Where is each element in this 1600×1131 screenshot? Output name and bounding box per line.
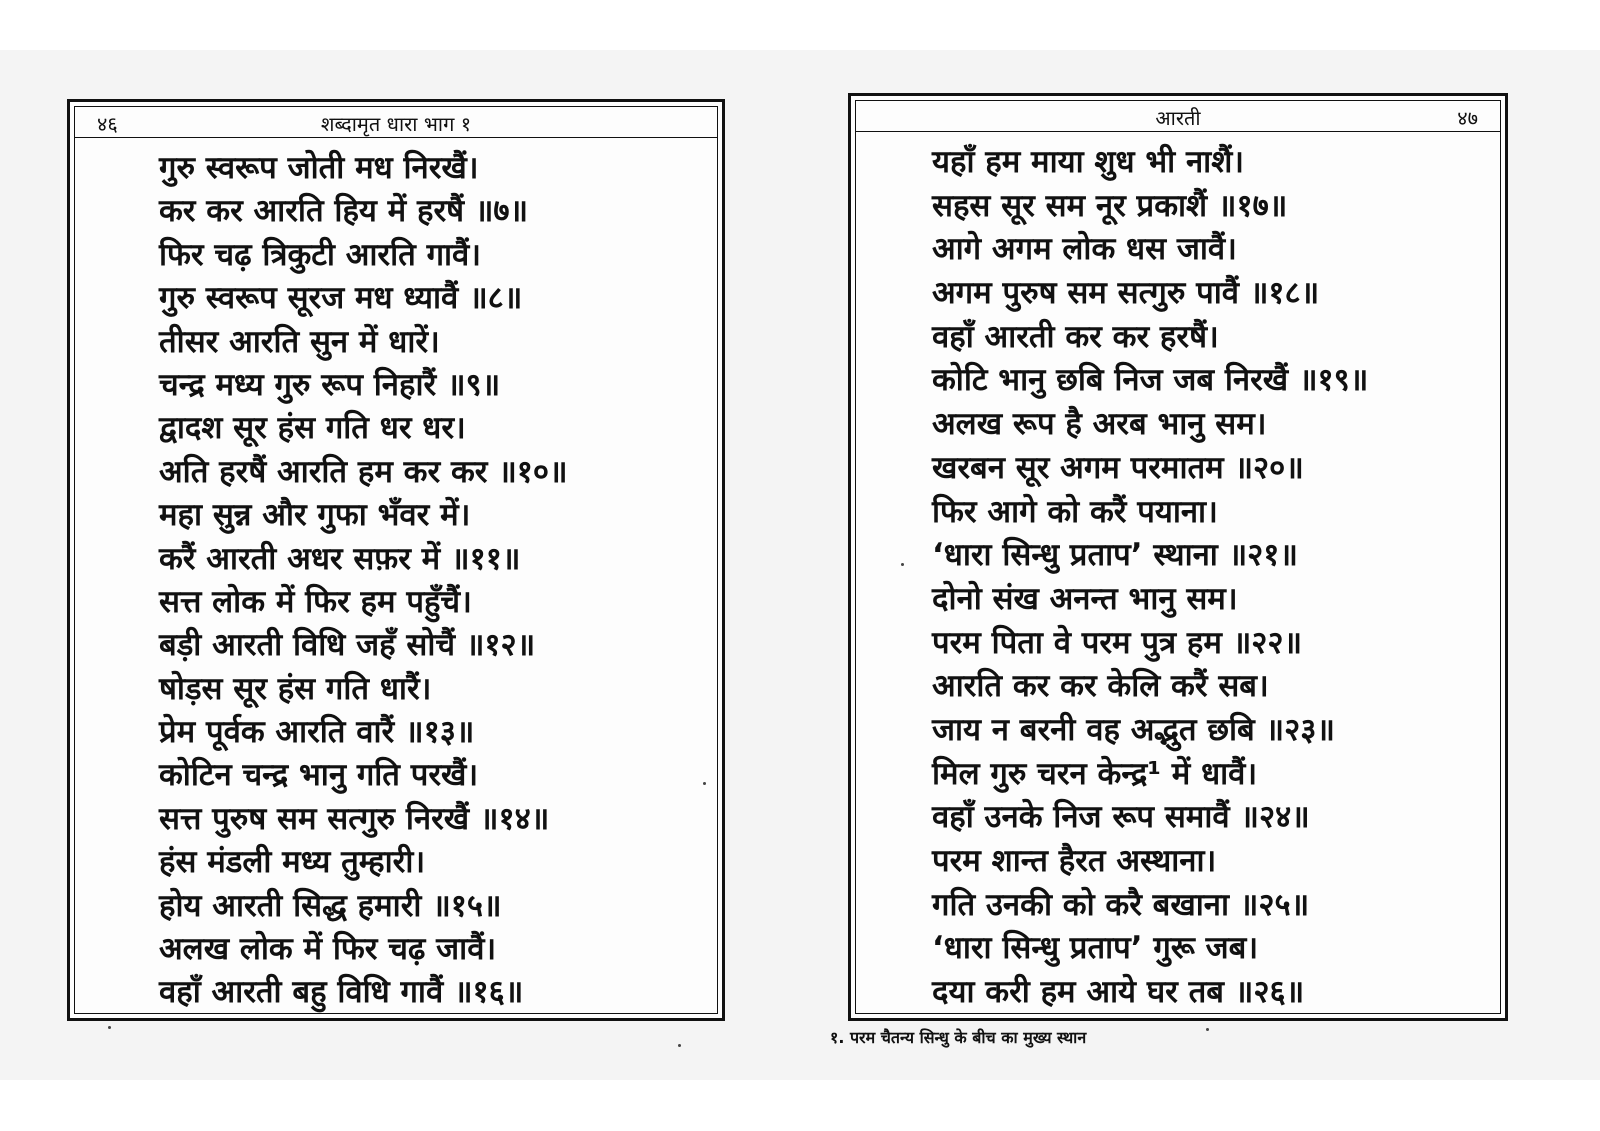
scan-speck	[1206, 1028, 1209, 1031]
verse-line: वहाँ आरती कर कर हरषैं।	[932, 318, 1219, 355]
verse-line: अलख रूप है अरब भानु सम।	[932, 406, 1267, 443]
scan-speck	[678, 1044, 681, 1047]
right-page-number: ४७	[1457, 106, 1478, 130]
scan-speck	[703, 782, 706, 785]
right-page	[848, 93, 1508, 1021]
right-verse-list	[932, 141, 1368, 1015]
verse-line: द्वादश सूर हंस गति धर धर।	[159, 410, 466, 447]
left-page-number: ४६	[97, 112, 118, 136]
verse-line: बड़ी आरती विधि जहँ सोचैं ॥१२॥	[159, 627, 536, 664]
verse-line: गति उनकी को करै बखाना ॥२५॥	[932, 886, 1310, 923]
verse-line: अति हरषैं आरति हम कर कर ॥१०॥	[159, 453, 568, 490]
verse-line: परम पिता वे परम पुत्र हम ॥२२॥	[932, 624, 1303, 661]
left-verse-list	[159, 147, 568, 1015]
verse-line: करैं आरती अधर सफ़र में ॥११॥	[159, 540, 521, 577]
scan-speck	[901, 563, 904, 566]
verse-line: खरबन सूर अगम परमातम ॥२०॥	[932, 449, 1304, 486]
verse-line: कोटि भानु छबि निज जब निरखैं ॥१९॥	[932, 362, 1369, 399]
verse-line: ‘धारा सिन्धु प्रताप’ गुरू जब।	[932, 930, 1259, 967]
scan-speck	[108, 1026, 111, 1029]
left-page-header	[75, 107, 717, 138]
verse-line: यहाँ हम माया शुध भी नाशैं।	[932, 144, 1245, 180]
right-page-frame	[855, 100, 1501, 1014]
verse-line: आगे अगम लोक धस जावैं।	[932, 231, 1237, 268]
verse-line: गुरु स्वरूप जोती मध निरखैं।	[159, 150, 479, 186]
right-page-header	[856, 101, 1500, 132]
verse-line: हंस मंडली मध्य तुम्हारी।	[159, 844, 426, 881]
verse-line: दोनो संख अनन्त भानु सम।	[932, 580, 1238, 617]
verse-line: सत्त पुरुष सम सत्गुरु निरखैं ॥१४॥	[159, 800, 550, 837]
left-page-frame	[74, 106, 718, 1014]
verse-line: होय आरती सिद्ध हमारी ॥१५॥	[159, 887, 502, 924]
verse-line: तीसर आरति सुन में धारें।	[159, 323, 440, 360]
verse-line: फिर चढ़ त्रिकुटी आरति गावैं।	[159, 236, 482, 273]
left-running-title: शब्दामृत धारा भाग १	[320, 112, 472, 136]
verse-line: सत्त लोक में फिर हम पहुँचैं।	[159, 583, 472, 620]
verse-line: ‘धारा सिन्धु प्रताप’ स्थाना ॥२१॥	[932, 537, 1298, 574]
verse-line: मिल गुरु चरन केन्द्र¹ में धावैं।	[932, 755, 1258, 792]
verse-line: जाय न बरनी वह अद्भुत छबि ॥२३॥	[932, 711, 1335, 748]
footnote: १. परम चैतन्य सिन्धु के बीच का मुख्य स्थान	[830, 1028, 1087, 1047]
verse-line: आरति कर कर केलि करैं सब।	[932, 668, 1269, 705]
verse-line: वहाँ आरती बहु विधि गावैं ॥१६॥	[159, 974, 524, 1011]
verse-line: दया करी हम आये घर तब ॥२६॥	[932, 974, 1305, 1011]
verse-line: सहस सूर सम नूर प्रकाशैं ॥१७॥	[932, 187, 1288, 224]
verse-line: प्रेम पूर्वक आरति वारैं ॥१३॥	[159, 714, 475, 751]
right-running-title: आरती	[1155, 106, 1201, 130]
verse-line: अगम पुरुष सम सत्गुरु पावैं ॥१८॥	[932, 275, 1320, 312]
verse-line: कर कर आरति हिय में हरषैं ॥७॥	[159, 193, 529, 230]
verse-line: वहाँ उनके निज रूप समावैं ॥२४॥	[932, 799, 1310, 836]
verse-line: षोड़स सूर हंस गति धारैं।	[159, 670, 432, 707]
verse-line: परम शान्त हैरत अस्थाना।	[932, 843, 1217, 879]
verse-line: कोटिन चन्द्र भानु गति परखैं।	[159, 757, 479, 794]
left-page	[67, 99, 725, 1021]
verse-line: फिर आगे को करैं पयाना।	[932, 493, 1218, 530]
verse-line: गुरु स्वरूप सूरज मध ध्यावैं ॥८॥	[159, 280, 523, 317]
verse-line: अलख लोक में फिर चढ़ जावैं।	[159, 931, 497, 968]
verse-line: चन्द्र मध्य गुरु रूप निहारैं ॥९॥	[159, 366, 501, 403]
verse-line: महा सुन्न और गुफा भँवर में।	[159, 497, 471, 534]
